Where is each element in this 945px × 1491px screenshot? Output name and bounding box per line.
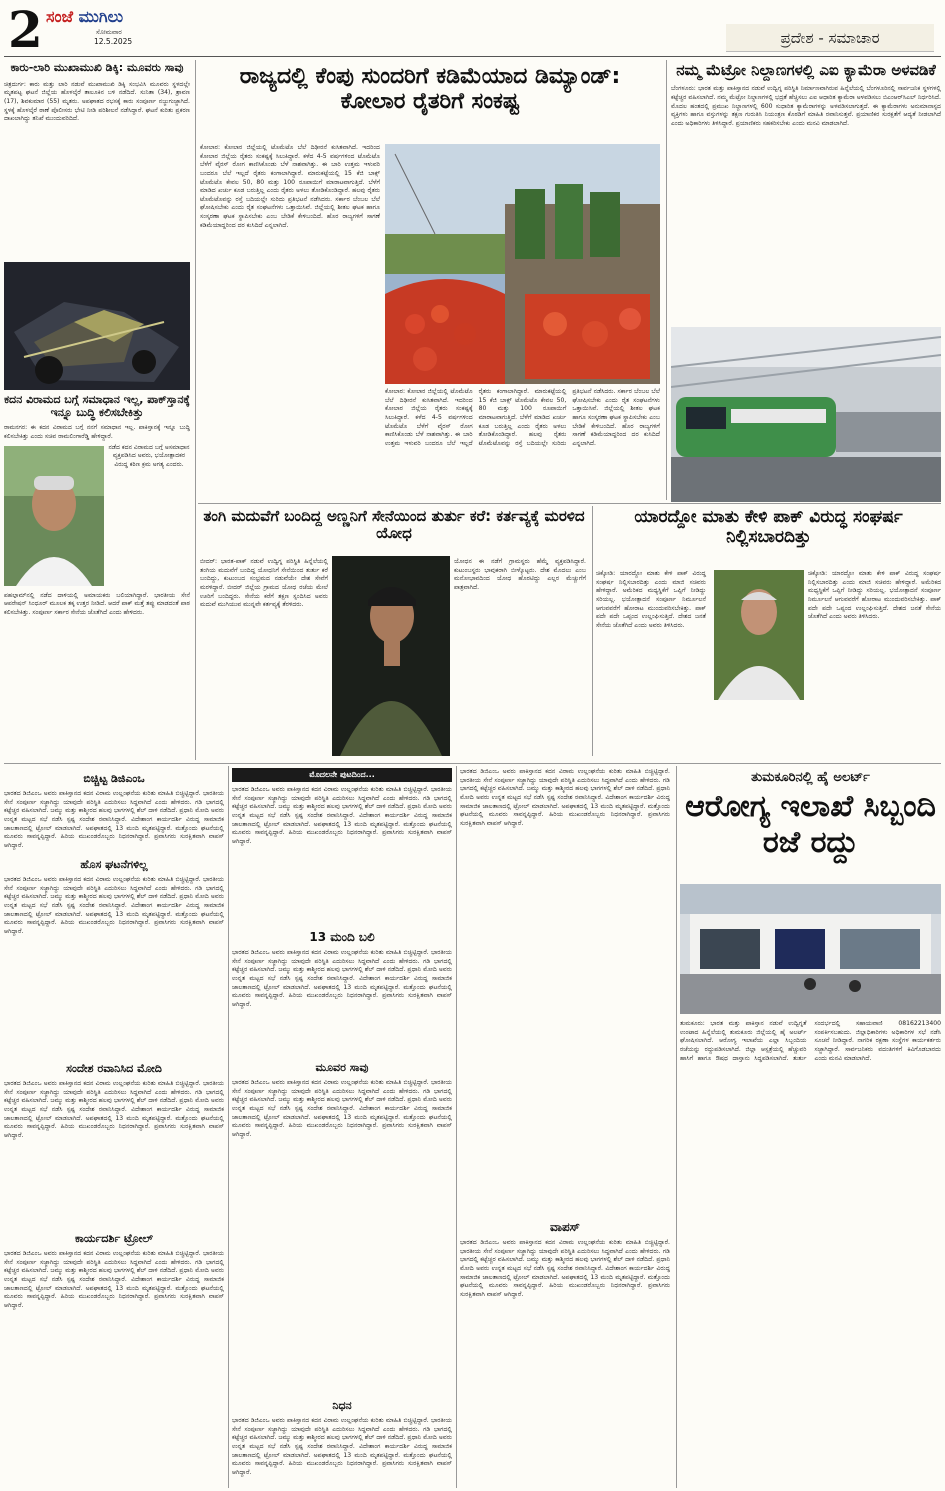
timeline-heading-5: 13 ಮಂದಿ ಬಲಿ	[309, 930, 375, 944]
row-rule-2	[4, 763, 941, 764]
timeline-body-2: ಭಾರತದ ಡಿಜಿಎಂಒ ಅವರು ಪಾಕಿಸ್ತಾನದ ಕದನ ವಿರಾಮ ಉಲ್ಲಂಘನೆಯ ಕುರಿತು ಮಾಹಿತಿ ಬಿಚ್ಚಿಟ್ಟಿದ್ದಾರೆ. ಭಾರತೀಯ ಸೇನೆ ಸಂಪೂರ್ಣ ಸಜ್ಜಾಗಿದ್ದು ಯಾವುದೇ ಪರಿಸ್ಥಿತಿ ಎದುರಿಸಲು ಸಿದ್ಧವಾಗಿದೆ ಎಂದು ಹೇಳಿದರು. ಗಡಿ ಭಾಗದಲ್ಲಿ ಕಟ್ಟೆಚ್ಚರ ವಹಿಸಲಾಗಿದೆ. ಜಮ್ಮು ಮತ್ತು ಕಾಶ್ಮೀರದ ಹಲವು ಭಾಗಗಳಲ್ಲಿ ಶೆಲ್ ದಾಳಿ ನಡೆದಿದೆ. ಪ್ರಧಾನಿ ಮೋದಿ ಅವರು ಉನ್ನತ ಮಟ್ಟದ ಸಭೆ ನಡೆಸಿ ಸ್ಪಷ್ಟ ಸಂದೇಶ ರವಾನಿಸಿದ್ದಾರೆ. ವಿದೇಶಾಂಗ ಕಾರ್ಯದರ್ಶಿ ವಿರುದ್ಧ ಸಾಮಾಜಿಕ ಜಾಲತಾಣದಲ್ಲಿ ಟ್ರೋಲ್ ಮಾಡಲಾಗಿದೆ. ಅಪಘಾತದಲ್ಲಿ 13 ಮಂದಿ ಮೃತಪಟ್ಟಿದ್ದಾರೆ. ಮತ್ತೊಂದು ಘಟನೆಯಲ್ಲಿ ಮೂವರು ಸಾವನ್ನಪ್ಪಿದ್ದಾರೆ. ಹಿರಿಯ ಮುಖಂಡರೊಬ್ಬರು ನಿಧನರಾಗಿದ್ದಾರೆ. ಪ್ರವಾಸಿಗರು ಸುರಕ್ಷಿತವಾಗಿ ವಾಪಸ್ ಆಗಿದ್ದಾರೆ.	[4, 876, 224, 935]
column-rule-2	[666, 60, 667, 500]
soldier-body-left: ಬೀದರ್: ಭಾರತ-ಪಾಕ್ ನಡುವೆ ಉದ್ವಿಗ್ನ ಪರಿಸ್ಥಿತಿ ಹಿನ್ನೆಲೆಯಲ್ಲಿ ತಂಗಿಯ ಮದುವೆಗೆ ಬಂದಿದ್ದ ಯೋಧನಿಗೆ ಸೇನೆಯಿಂದ ತುರ್ತು ಕರೆ ಬಂದಿದ್ದು, ಕುಟುಂಬದ ಸಂಭ್ರಮದ ನಡುವೆಯೇ ದೇಶ ಸೇವೆಗೆ ಮರಳಿದ್ದಾರೆ. ಬೀದರ್ ಜಿಲ್ಲೆಯ ಗ್ರಾಮದ ಯೋಧ ರಜೆಯ ಮೇಲೆ ಊರಿಗೆ ಬಂದಿದ್ದರು. ಸೇನೆಯ ಕರೆಗೆ ತಕ್ಷಣ ಸ್ಪಂದಿಸಿದ ಅವರು ಮದುವೆ ಮುಗಿಯುವ ಮುನ್ನವೇ ಕರ್ತವ್ಯಕ್ಕೆ ತೆರಳಿದರು.	[200, 558, 328, 609]
tumakuru-article	[680, 768, 941, 1488]
timeline-body-8: ಭಾರತದ ಡಿಜಿಎಂಒ ಅವರು ಪಾಕಿಸ್ತಾನದ ಕದನ ವಿರಾಮ ಉಲ್ಲಂಘನೆಯ ಕುರಿತು ಮಾಹಿತಿ ಬಿಚ್ಚಿಟ್ಟಿದ್ದಾರೆ. ಭಾರತೀಯ ಸೇನೆ ಸಂಪೂರ್ಣ ಸಜ್ಜಾಗಿದ್ದು ಯಾವುದೇ ಪರಿಸ್ಥಿತಿ ಎದುರಿಸಲು ಸಿದ್ಧವಾಗಿದೆ ಎಂದು ಹೇಳಿದರು. ಗಡಿ ಭಾಗದಲ್ಲಿ ಕಟ್ಟೆಚ್ಚರ ವಹಿಸಲಾಗಿದೆ. ಜಮ್ಮು ಮತ್ತು ಕಾಶ್ಮೀರದ ಹಲವು ಭಾಗಗಳಲ್ಲಿ ಶೆಲ್ ದಾಳಿ ನಡೆದಿದೆ. ಪ್ರಧಾನಿ ಮೋದಿ ಅವರು ಉನ್ನತ ಮಟ್ಟದ ಸಭೆ ನಡೆಸಿ ಸ್ಪಷ್ಟ ಸಂದೇಶ ರವಾನಿಸಿದ್ದಾರೆ. ವಿದೇಶಾಂಗ ಕಾರ್ಯದರ್ಶಿ ವಿರುದ್ಧ ಸಾಮಾಜಿಕ ಜಾಲತಾಣದಲ್ಲಿ ಟ್ರೋಲ್ ಮಾಡಲಾಗಿದೆ. ಅಪಘಾತದಲ್ಲಿ 13 ಮಂದಿ ಮೃತಪಟ್ಟಿದ್ದಾರೆ. ಮತ್ತೊಂದು ಘಟನೆಯಲ್ಲಿ ಮೂವರು ಸಾವನ್ನಪ್ಪಿದ್ದಾರೆ. ಹಿರಿಯ ಮುಖಂಡರೊಬ್ಬರು ನಿಧನರಾಗಿದ್ದಾರೆ. ಪ್ರವಾಸಿಗರು ಸುರಕ್ಷಿತವಾಗಿ ವಾಪಸ್ ಆಗಿದ್ದಾರೆ.	[232, 1417, 452, 1476]
hospital-photo	[680, 884, 941, 1014]
brand-part-a: ಸಂಜೆ	[46, 7, 73, 26]
timeline-left	[4, 768, 224, 1488]
pak-body-continued: ಚಿಕ್ಕೋಡಿ: ಯಾರದ್ದೋ ಮಾತು ಕೇಳಿ ಪಾಕ್ ವಿರುದ್ಧ ಸಂಘರ್ಷ ನಿಲ್ಲಿಸಬಾರದಿತ್ತು ಎಂದು ಮಾಜಿ ಸಚಿವರು ಹೇಳಿದ್ದಾರೆ. ಅಮೆರಿಕದ ಮಧ್ಯಸ್ಥಿಕೆಗೆ ಒಪ್ಪಿಗೆ ನೀಡಿದ್ದು ಸರಿಯಲ್ಲ. ಭಯೋತ್ಪಾದನೆ ಸಂಪೂರ್ಣ ನಿರ್ಮೂಲನೆ ಆಗುವವರೆಗೆ ಹೋರಾಟ ಮುಂದುವರಿಸಬೇಕಿತ್ತು. ಪಾಕ್ ಪದೇ ಪದೇ ಒಪ್ಪಂದ ಉಲ್ಲಂಘಿಸುತ್ತಿದೆ. ದೇಶದ ಜನತೆ ಸೇನೆಯ ಜೊತೆಗಿದೆ ಎಂದು ಅವರು ತಿಳಿಸಿದರು.	[808, 570, 941, 621]
row-rule-1	[198, 503, 941, 504]
soldier-headline: ತಂಗಿ ಮದುವೆಗೆ ಬಂದಿದ್ದ ಅಣ್ಣನಿಗೆ ಸೇನೆಯಿಂದ ತುರ್ತು ಕರೆ: ಕರ್ತವ್ಯಕ್ಕೆ ಮರಳಿದ ಯೋಧ	[203, 508, 585, 543]
column-rule-1	[195, 60, 196, 760]
accident-photo	[4, 262, 190, 390]
column-rule-4	[228, 766, 229, 1488]
timeline-body-10: ಭಾರತದ ಡಿಜಿಎಂಒ ಅವರು ಪಾಕಿಸ್ತಾನದ ಕದನ ವಿರಾಮ ಉಲ್ಲಂಘನೆಯ ಕುರಿತು ಮಾಹಿತಿ ಬಿಚ್ಚಿಟ್ಟಿದ್ದಾರೆ. ಭಾರತೀಯ ಸೇನೆ ಸಂಪೂರ್ಣ ಸಜ್ಜಾಗಿದ್ದು ಯಾವುದೇ ಪರಿಸ್ಥಿತಿ ಎದುರಿಸಲು ಸಿದ್ಧವಾಗಿದೆ ಎಂದು ಹೇಳಿದರು. ಗಡಿ ಭಾಗದಲ್ಲಿ ಕಟ್ಟೆಚ್ಚರ ವಹಿಸಲಾಗಿದೆ. ಜಮ್ಮು ಮತ್ತು ಕಾಶ್ಮೀರದ ಹಲವು ಭಾಗಗಳಲ್ಲಿ ಶೆಲ್ ದಾಳಿ ನಡೆದಿದೆ. ಪ್ರಧಾನಿ ಮೋದಿ ಅವರು ಉನ್ನತ ಮಟ್ಟದ ಸಭೆ ನಡೆಸಿ ಸ್ಪಷ್ಟ ಸಂದೇಶ ರವಾನಿಸಿದ್ದಾರೆ. ವಿದೇಶಾಂಗ ಕಾರ್ಯದರ್ಶಿ ವಿರುದ್ಧ ಸಾಮಾಜಿಕ ಜಾಲತಾಣದಲ್ಲಿ ಟ್ರೋಲ್ ಮಾಡಲಾಗಿದೆ. ಅಪಘಾತದಲ್ಲಿ 13 ಮಂದಿ ಮೃತಪಟ್ಟಿದ್ದಾರೆ. ಮತ್ತೊಂದು ಘಟನೆಯಲ್ಲಿ ಮೂವರು ಸಾವನ್ನಪ್ಪಿದ್ದಾರೆ. ಹಿರಿಯ ಮುಖಂಡರೊಬ್ಬರು ನಿಧನರಾಗಿದ್ದಾರೆ. ಪ್ರವಾಸಿಗರು ಸುರಕ್ಷಿತವಾಗಿ ವಾಪಸ್ ಆಗಿದ್ದಾರೆ.	[460, 1239, 670, 1298]
soldier-article	[200, 508, 588, 758]
issue-day: ಸೋಮವಾರ	[96, 28, 122, 36]
column-rule-6	[676, 766, 677, 1488]
timeline-body-6: ಭಾರತದ ಡಿಜಿಎಂಒ ಅವರು ಪಾಕಿಸ್ತಾನದ ಕದನ ವಿರಾಮ ಉಲ್ಲಂಘನೆಯ ಕುರಿತು ಮಾಹಿತಿ ಬಿಚ್ಚಿಟ್ಟಿದ್ದಾರೆ. ಭಾರತೀಯ ಸೇನೆ ಸಂಪೂರ್ಣ ಸಜ್ಜಾಗಿದ್ದು ಯಾವುದೇ ಪರಿಸ್ಥಿತಿ ಎದುರಿಸಲು ಸಿದ್ಧವಾಗಿದೆ ಎಂದು ಹೇಳಿದರು. ಗಡಿ ಭಾಗದಲ್ಲಿ ಕಟ್ಟೆಚ್ಚರ ವಹಿಸಲಾಗಿದೆ. ಜಮ್ಮು ಮತ್ತು ಕಾಶ್ಮೀರದ ಹಲವು ಭಾಗಗಳಲ್ಲಿ ಶೆಲ್ ದಾಳಿ ನಡೆದಿದೆ. ಪ್ರಧಾನಿ ಮೋದಿ ಅವರು ಉನ್ನತ ಮಟ್ಟದ ಸಭೆ ನಡೆಸಿ ಸ್ಪಷ್ಟ ಸಂದೇಶ ರವಾನಿಸಿದ್ದಾರೆ. ವಿದೇಶಾಂಗ ಕಾರ್ಯದರ್ಶಿ ವಿರುದ್ಧ ಸಾಮಾಜಿಕ ಜಾಲತಾಣದಲ್ಲಿ ಟ್ರೋಲ್ ಮಾಡಲಾಗಿದೆ. ಅಪಘಾತದಲ್ಲಿ 13 ಮಂದಿ ಮೃತಪಟ್ಟಿದ್ದಾರೆ. ಮತ್ತೊಂದು ಘಟನೆಯಲ್ಲಿ ಮೂವರು ಸಾವನ್ನಪ್ಪಿದ್ದಾರೆ. ಹಿರಿಯ ಮುಖಂಡರೊಬ್ಬರು ನಿಧನರಾಗಿದ್ದಾರೆ. ಪ್ರವಾಸಿಗರು ಸುರಕ್ಷಿತವಾಗಿ ವಾಪಸ್ ಆಗಿದ್ದಾರೆ.	[232, 949, 452, 1008]
ceasefire-article	[4, 394, 190, 762]
timeline-heading-3: ಸಂದೇಶ ರವಾನಿಸಿದ ಮೋದಿ	[66, 1062, 162, 1075]
column-rule-3	[592, 506, 593, 756]
metro-train-photo	[671, 327, 941, 502]
accident-article	[4, 62, 190, 261]
column-rule-5	[456, 766, 457, 1488]
metro-article	[671, 62, 941, 502]
tomato-body-continued: ಕೋಲಾರ: ಕೋಲಾರ ಜಿಲ್ಲೆಯಲ್ಲಿ ಟೊಮೆಟೊ ಬೆಲೆ ದಿಢೀರನೆ ಕುಸಿತವಾಗಿದೆ. ಇದರಿಂದ ಕೋಲಾರ ಜಿಲ್ಲೆಯ ರೈತರು ಸಂಕಷ್ಟಕ್ಕೆ ಸಿಲುಕಿದ್ದಾರೆ. ಕಳೆದ 4-5 ವರ್ಷಗಳಿಂದ ಟೊಮೆಟೊ ಬೆಳೆಗೆ ವೈರಸ್ ರೋಗ ಕಾಣಿಸಿಕೊಂಡು ಬೆಳೆ ನಾಶವಾಗಿತ್ತು. ಈ ಬಾರಿ ಉತ್ತಮ ಇಳುವರಿ ಬಂದರೂ ಬೆಲೆ ಇಲ್ಲದೆ ರೈತರು ಕಂಗಾಲಾಗಿದ್ದಾರೆ. ಮಾರುಕಟ್ಟೆಯಲ್ಲಿ 15 ಕೆಜಿ ಬಾಕ್ಸ್ ಟೊಮೆಟೊ ಕೇವಲ 50, 80 ಮತ್ತು 100 ರೂಪಾಯಿಗೆ ಮಾರಾಟವಾಗುತ್ತಿದೆ. ಬೆಳೆಗೆ ಮಾಡಿದ ಖರ್ಚು ಕೂಡ ಬರುತ್ತಿಲ್ಲ ಎಂದು ರೈತರು ಅಳಲು ತೋಡಿಕೊಂಡಿದ್ದಾರೆ. ಹಲವು ರೈತರು ಟೊಮೆಟೊವನ್ನು ರಸ್ತೆ ಬದಿಯಲ್ಲೇ ಸುರಿದು ಪ್ರತಿಭಟನೆ ನಡೆಸಿದರು. ಸರ್ಕಾರ ಬೆಂಬಲ ಬೆಲೆ ಘೋಷಿಸಬೇಕು ಎಂದು ರೈತ ಸಂಘಟನೆಗಳು ಒತ್ತಾಯಿಸಿವೆ. ಜಿಲ್ಲೆಯಲ್ಲಿ ಶೀತಲ ಘಟಕ ಹಾಗೂ ಸಂಸ್ಕರಣಾ ಘಟಕ ಸ್ಥಾಪಿಸಬೇಕು ಎಂಬ ಬೇಡಿಕೆ ಕೇಳಿಬಂದಿದೆ. ಹೊರ ರಾಜ್ಯಗಳಿಗೆ ಸಾಗಣೆ ಕಡಿಮೆಯಾದ್ದರಿಂದ ದರ ಕುಸಿದಿದೆ ಎನ್ನಲಾಗಿದೆ.	[385, 388, 660, 447]
accident-body: ಚಿತ್ರದುರ್ಗ: ಕಾರು ಮತ್ತು ಲಾರಿ ನಡುವೆ ಮುಖಾಮುಖಿ ಡಿಕ್ಕಿ ಸಂಭವಿಸಿ ಮೂವರು ಸ್ಥಳದಲ್ಲೇ ಮೃತಪಟ್ಟ ಘಟನೆ ಜಿಲ್ಲೆಯ ಹೊಳಲ್ಕೆರೆ ತಾಲೂಕಿನ ಬಳಿ ನಡೆದಿದೆ. ಸುನಿತಾ (34), ಶ್ರಾವಣ (17), ಶಿವಕುಮಾರ (55) ಮೃತರು. ಅಪಘಾತದ ರಭಸಕ್ಕೆ ಕಾರು ಸಂಪೂರ್ಣ ನಜ್ಜುಗುಜ್ಜಾಗಿದೆ. ಸ್ಥಳಕ್ಕೆ ಹೊಳಲ್ಕೆರೆ ಠಾಣೆ ಪೊಲೀಸರು ಭೇಟಿ ನೀಡಿ ಪರಿಶೀಲನೆ ನಡೆಸಿದ್ದಾರೆ. ಘಟನೆ ಕುರಿತು ಪ್ರಕರಣ ದಾಖಲಾಗಿದ್ದು ತನಿಖೆ ಮುಂದುವರಿದಿದೆ.	[4, 80, 190, 123]
wrecked-car-image	[4, 262, 190, 390]
timeline-heading-2: ಹೊಸ ಘಟನೆಗಳಿಲ್ಲ	[80, 858, 148, 871]
ceasefire-headline: ಕದನ ವಿರಾಮದ ಬಗ್ಗೆ ಸಮಾಧಾನ ಇಲ್ಲ, ಪಾಕ್‌ಸ್ತಾನಕ್ಕೆ ಇನ್ನೂ ಬುದ್ಧಿ ಕಲಿಸಬೇಕಿತ್ತು	[4, 394, 190, 419]
timeline-body-5: ಭಾರತದ ಡಿಜಿಎಂಒ ಅವರು ಪಾಕಿಸ್ತಾನದ ಕದನ ವಿರಾಮ ಉಲ್ಲಂಘನೆಯ ಕುರಿತು ಮಾಹಿತಿ ಬಿಚ್ಚಿಟ್ಟಿದ್ದಾರೆ. ಭಾರತೀಯ ಸೇನೆ ಸಂಪೂರ್ಣ ಸಜ್ಜಾಗಿದ್ದು ಯಾವುದೇ ಪರಿಸ್ಥಿತಿ ಎದುರಿಸಲು ಸಿದ್ಧವಾಗಿದೆ ಎಂದು ಹೇಳಿದರು. ಗಡಿ ಭಾಗದಲ್ಲಿ ಕಟ್ಟೆಚ್ಚರ ವಹಿಸಲಾಗಿದೆ. ಜಮ್ಮು ಮತ್ತು ಕಾಶ್ಮೀರದ ಹಲವು ಭಾಗಗಳಲ್ಲಿ ಶೆಲ್ ದಾಳಿ ನಡೆದಿದೆ. ಪ್ರಧಾನಿ ಮೋದಿ ಅವರು ಉನ್ನತ ಮಟ್ಟದ ಸಭೆ ನಡೆಸಿ ಸ್ಪಷ್ಟ ಸಂದೇಶ ರವಾನಿಸಿದ್ದಾರೆ. ವಿದೇಶಾಂಗ ಕಾರ್ಯದರ್ಶಿ ವಿರುದ್ಧ ಸಾಮಾಜಿಕ ಜಾಲತಾಣದಲ್ಲಿ ಟ್ರೋಲ್ ಮಾಡಲಾಗಿದೆ. ಅಪಘಾತದಲ್ಲಿ 13 ಮಂದಿ ಮೃತಪಟ್ಟಿದ್ದಾರೆ. ಮತ್ತೊಂದು ಘಟನೆಯಲ್ಲಿ ಮೂವರು ಸಾವನ್ನಪ್ಪಿದ್ದಾರೆ. ಹಿರಿಯ ಮುಖಂಡರೊಬ್ಬರು ನಿಧನರಾಗಿದ್ದಾರೆ. ಪ್ರವಾಸಿಗರು ಸುರಕ್ಷಿತವಾಗಿ ವಾಪಸ್ ಆಗಿದ್ದಾರೆ.	[232, 786, 452, 845]
tumakuru-kicker: ತುಮಕೂರಿನಲ್ಲಿ ಹೈ ಅಲರ್ಟ್	[751, 770, 870, 785]
timeline-body-1: ಭಾರತದ ಡಿಜಿಎಂಒ ಅವರು ಪಾಕಿಸ್ತಾನದ ಕದನ ವಿರಾಮ ಉಲ್ಲಂಘನೆಯ ಕುರಿತು ಮಾಹಿತಿ ಬಿಚ್ಚಿಟ್ಟಿದ್ದಾರೆ. ಭಾರತೀಯ ಸೇನೆ ಸಂಪೂರ್ಣ ಸಜ್ಜಾಗಿದ್ದು ಯಾವುದೇ ಪರಿಸ್ಥಿತಿ ಎದುರಿಸಲು ಸಿದ್ಧವಾಗಿದೆ ಎಂದು ಹೇಳಿದರು. ಗಡಿ ಭಾಗದಲ್ಲಿ ಕಟ್ಟೆಚ್ಚರ ವಹಿಸಲಾಗಿದೆ. ಜಮ್ಮು ಮತ್ತು ಕಾಶ್ಮೀರದ ಹಲವು ಭಾಗಗಳಲ್ಲಿ ಶೆಲ್ ದಾಳಿ ನಡೆದಿದೆ. ಪ್ರಧಾನಿ ಮೋದಿ ಅವರು ಉನ್ನತ ಮಟ್ಟದ ಸಭೆ ನಡೆಸಿ ಸ್ಪಷ್ಟ ಸಂದೇಶ ರವಾನಿಸಿದ್ದಾರೆ. ವಿದೇಶಾಂಗ ಕಾರ್ಯದರ್ಶಿ ವಿರುದ್ಧ ಸಾಮಾಜಿಕ ಜಾಲತಾಣದಲ್ಲಿ ಟ್ರೋಲ್ ಮಾಡಲಾಗಿದೆ. ಅಪಘಾತದಲ್ಲಿ 13 ಮಂದಿ ಮೃತಪಟ್ಟಿದ್ದಾರೆ. ಮತ್ತೊಂದು ಘಟನೆಯಲ್ಲಿ ಮೂವರು ಸಾವನ್ನಪ್ಪಿದ್ದಾರೆ. ಹಿರಿಯ ಮುಖಂಡರೊಬ್ಬರು ನಿಧನರಾಗಿದ್ದಾರೆ. ಪ್ರವಾಸಿಗರು ಸುರಕ್ಷಿತವಾಗಿ ವಾಪಸ್ ಆಗಿದ್ದಾರೆ.	[4, 790, 224, 849]
tomato-body: ಕೋಲಾರ: ಕೋಲಾರ ಜಿಲ್ಲೆಯಲ್ಲಿ ಟೊಮೆಟೊ ಬೆಲೆ ದಿಢೀರನೆ ಕುಸಿತವಾಗಿದೆ. ಇದರಿಂದ ಕೋಲಾರ ಜಿಲ್ಲೆಯ ರೈತರು ಸಂಕಷ್ಟಕ್ಕೆ ಸಿಲುಕಿದ್ದಾರೆ. ಕಳೆದ 4-5 ವರ್ಷಗಳಿಂದ ಟೊಮೆಟೊ ಬೆಳೆಗೆ ವೈರಸ್ ರೋಗ ಕಾಣಿಸಿಕೊಂಡು ಬೆಳೆ ನಾಶವಾಗಿತ್ತು. ಈ ಬಾರಿ ಉತ್ತಮ ಇಳುವರಿ ಬಂದರೂ ಬೆಲೆ ಇಲ್ಲದೆ ರೈತರು ಕಂಗಾಲಾಗಿದ್ದಾರೆ. ಮಾರುಕಟ್ಟೆಯಲ್ಲಿ 15 ಕೆಜಿ ಬಾಕ್ಸ್ ಟೊಮೆಟೊ ಕೇವಲ 50, 80 ಮತ್ತು 100 ರೂಪಾಯಿಗೆ ಮಾರಾಟವಾಗುತ್ತಿದೆ. ಬೆಳೆಗೆ ಮಾಡಿದ ಖರ್ಚು ಕೂಡ ಬರುತ್ತಿಲ್ಲ ಎಂದು ರೈತರು ಅಳಲು ತೋಡಿಕೊಂಡಿದ್ದಾರೆ. ಹಲವು ರೈತರು ಟೊಮೆಟೊವನ್ನು ರಸ್ತೆ ಬದಿಯಲ್ಲೇ ಸುರಿದು ಪ್ರತಿಭಟನೆ ನಡೆಸಿದರು. ಸರ್ಕಾರ ಬೆಂಬಲ ಬೆಲೆ ಘೋಷಿಸಬೇಕು ಎಂದು ರೈತ ಸಂಘಟನೆಗಳು ಒತ್ತಾಯಿಸಿವೆ. ಜಿಲ್ಲೆಯಲ್ಲಿ ಶೀತಲ ಘಟಕ ಹಾಗೂ ಸಂಸ್ಕರಣಾ ಘಟಕ ಸ್ಥಾಪಿಸಬೇಕು ಎಂಬ ಬೇಡಿಕೆ ಕೇಳಿಬಂದಿದೆ. ಹೊರ ರಾಜ್ಯಗಳಿಗೆ ಸಾಗಣೆ ಕಡಿಮೆಯಾದ್ದರಿಂದ ದರ ಕುಸಿದಿದೆ ಎನ್ನಲಾಗಿದೆ.	[200, 144, 380, 229]
timeline-body-4: ಭಾರತದ ಡಿಜಿಎಂಒ ಅವರು ಪಾಕಿಸ್ತಾನದ ಕದನ ವಿರಾಮ ಉಲ್ಲಂಘನೆಯ ಕುರಿತು ಮಾಹಿತಿ ಬಿಚ್ಚಿಟ್ಟಿದ್ದಾರೆ. ಭಾರತೀಯ ಸೇನೆ ಸಂಪೂರ್ಣ ಸಜ್ಜಾಗಿದ್ದು ಯಾವುದೇ ಪರಿಸ್ಥಿತಿ ಎದುರಿಸಲು ಸಿದ್ಧವಾಗಿದೆ ಎಂದು ಹೇಳಿದರು. ಗಡಿ ಭಾಗದಲ್ಲಿ ಕಟ್ಟೆಚ್ಚರ ವಹಿಸಲಾಗಿದೆ. ಜಮ್ಮು ಮತ್ತು ಕಾಶ್ಮೀರದ ಹಲವು ಭಾಗಗಳಲ್ಲಿ ಶೆಲ್ ದಾಳಿ ನಡೆದಿದೆ. ಪ್ರಧಾನಿ ಮೋದಿ ಅವರು ಉನ್ನತ ಮಟ್ಟದ ಸಭೆ ನಡೆಸಿ ಸ್ಪಷ್ಟ ಸಂದೇಶ ರವಾನಿಸಿದ್ದಾರೆ. ವಿದೇಶಾಂಗ ಕಾರ್ಯದರ್ಶಿ ವಿರುದ್ಧ ಸಾಮಾಜಿಕ ಜಾಲತಾಣದಲ್ಲಿ ಟ್ರೋಲ್ ಮಾಡಲಾಗಿದೆ. ಅಪಘಾತದಲ್ಲಿ 13 ಮಂದಿ ಮೃತಪಟ್ಟಿದ್ದಾರೆ. ಮತ್ತೊಂದು ಘಟನೆಯಲ್ಲಿ ಮೂವರು ಸಾವನ್ನಪ್ಪಿದ್ದಾರೆ. ಹಿರಿಯ ಮುಖಂಡರೊಬ್ಬರು ನಿಧನರಾಗಿದ್ದಾರೆ. ಪ್ರವಾಸಿಗರು ಸುರಕ್ಷಿತವಾಗಿ ವಾಪಸ್ ಆಗಿದ್ದಾರೆ.	[4, 1250, 224, 1309]
timeline-heading-6: ಮೂವರ ಸಾವು	[315, 1061, 369, 1074]
issue-date: 12.5.2025	[94, 37, 133, 46]
ceasefire-body-side: ನಡೆದ ಕದನ ವಿರಾಮದ ಬಗ್ಗೆ ಅಸಮಾಧಾನ ವ್ಯಕ್ತಪಡಿಸಿದ ಅವರು, ಭಯೋತ್ಪಾದಕರ ವಿರುದ್ಧ ಕಠಿಣ ಕ್ರಮ ಅಗತ್ಯ ಎಂದರು.	[108, 443, 190, 468]
continued-banner: ಮೊದಲನೇ ಪುಟದಿಂದ...	[232, 768, 452, 782]
tomato-dump-photo	[385, 144, 660, 384]
timeline-body-7: ಭಾರತದ ಡಿಜಿಎಂಒ ಅವರು ಪಾಕಿಸ್ತಾನದ ಕದನ ವಿರಾಮ ಉಲ್ಲಂಘನೆಯ ಕುರಿತು ಮಾಹಿತಿ ಬಿಚ್ಚಿಟ್ಟಿದ್ದಾರೆ. ಭಾರತೀಯ ಸೇನೆ ಸಂಪೂರ್ಣ ಸಜ್ಜಾಗಿದ್ದು ಯಾವುದೇ ಪರಿಸ್ಥಿತಿ ಎದುರಿಸಲು ಸಿದ್ಧವಾಗಿದೆ ಎಂದು ಹೇಳಿದರು. ಗಡಿ ಭಾಗದಲ್ಲಿ ಕಟ್ಟೆಚ್ಚರ ವಹಿಸಲಾಗಿದೆ. ಜಮ್ಮು ಮತ್ತು ಕಾಶ್ಮೀರದ ಹಲವು ಭಾಗಗಳಲ್ಲಿ ಶೆಲ್ ದಾಳಿ ನಡೆದಿದೆ. ಪ್ರಧಾನಿ ಮೋದಿ ಅವರು ಉನ್ನತ ಮಟ್ಟದ ಸಭೆ ನಡೆಸಿ ಸ್ಪಷ್ಟ ಸಂದೇಶ ರವಾನಿಸಿದ್ದಾರೆ. ವಿದೇಶಾಂಗ ಕಾರ್ಯದರ್ಶಿ ವಿರುದ್ಧ ಸಾಮಾಜಿಕ ಜಾಲತಾಣದಲ್ಲಿ ಟ್ರೋಲ್ ಮಾಡಲಾಗಿದೆ. ಅಪಘಾತದಲ್ಲಿ 13 ಮಂದಿ ಮೃತಪಟ್ಟಿದ್ದಾರೆ. ಮತ್ತೊಂದು ಘಟನೆಯಲ್ಲಿ ಮೂವರು ಸಾವನ್ನಪ್ಪಿದ್ದಾರೆ. ಹಿರಿಯ ಮುಖಂಡರೊಬ್ಬರು ನಿಧನರಾಗಿದ್ದಾರೆ. ಪ್ರವಾಸಿಗರು ಸುರಕ್ಷಿತವಾಗಿ ವಾಪಸ್ ಆಗಿದ್ದಾರೆ.	[232, 1079, 452, 1138]
timeline-heading-7: ನಿಧನ	[332, 1399, 352, 1412]
section-label: ಪ್ರದೇಶ - ಸಮಾಚಾರ	[726, 24, 934, 52]
pak-headline: ಯಾರದ್ದೋ ಮಾತು ಕೇಳಿ ಪಾಕ್ ವಿರುದ್ಧ ಸಂಘರ್ಷ ನಿಲ್ಲಿಸಬಾರದಿತ್ತು	[634, 508, 903, 547]
soldier-photo	[332, 556, 450, 756]
timeline-body-3: ಭಾರತದ ಡಿಜಿಎಂಒ ಅವರು ಪಾಕಿಸ್ತಾನದ ಕದನ ವಿರಾಮ ಉಲ್ಲಂಘನೆಯ ಕುರಿತು ಮಾಹಿತಿ ಬಿಚ್ಚಿಟ್ಟಿದ್ದಾರೆ. ಭಾರತೀಯ ಸೇನೆ ಸಂಪೂರ್ಣ ಸಜ್ಜಾಗಿದ್ದು ಯಾವುದೇ ಪರಿಸ್ಥಿತಿ ಎದುರಿಸಲು ಸಿದ್ಧವಾಗಿದೆ ಎಂದು ಹೇಳಿದರು. ಗಡಿ ಭಾಗದಲ್ಲಿ ಕಟ್ಟೆಚ್ಚರ ವಹಿಸಲಾಗಿದೆ. ಜಮ್ಮು ಮತ್ತು ಕಾಶ್ಮೀರದ ಹಲವು ಭಾಗಗಳಲ್ಲಿ ಶೆಲ್ ದಾಳಿ ನಡೆದಿದೆ. ಪ್ರಧಾನಿ ಮೋದಿ ಅವರು ಉನ್ನತ ಮಟ್ಟದ ಸಭೆ ನಡೆಸಿ ಸ್ಪಷ್ಟ ಸಂದೇಶ ರವಾನಿಸಿದ್ದಾರೆ. ವಿದೇಶಾಂಗ ಕಾರ್ಯದರ್ಶಿ ವಿರುದ್ಧ ಸಾಮಾಜಿಕ ಜಾಲತಾಣದಲ್ಲಿ ಟ್ರೋಲ್ ಮಾಡಲಾಗಿದೆ. ಅಪಘಾತದಲ್ಲಿ 13 ಮಂದಿ ಮೃತಪಟ್ಟಿದ್ದಾರೆ. ಮತ್ತೊಂದು ಘಟನೆಯಲ್ಲಿ ಮೂವರು ಸಾವನ್ನಪ್ಪಿದ್ದಾರೆ. ಹಿರಿಯ ಮುಖಂಡರೊಬ್ಬರು ನಿಧನರಾಗಿದ್ದಾರೆ. ಪ್ರವಾಸಿಗರು ಸುರಕ್ಷಿತವಾಗಿ ವಾಪಸ್ ಆಗಿದ್ದಾರೆ.	[4, 1080, 224, 1139]
timeline-heading-1: ಬಿಚ್ಚಿಟ್ಟ ಡಿಜಿಎಂಒ	[83, 772, 145, 785]
ceasefire-body-bottom: ಪಹಲ್ಗಾಮ್‌ನಲ್ಲಿ ನಡೆದ ದಾಳಿಯಲ್ಲಿ ಅಮಾಯಕರು ಬಲಿಯಾಗಿದ್ದಾರೆ. ಭಾರತೀಯ ಸೇನೆ ಆಪರೇಷನ್ ಸಿಂಧೂರ್ ಮೂಲಕ ತಕ್ಕ ಉತ್ತರ ನೀಡಿದೆ. ಆದರೆ ಪಾಕ್ ಮತ್ತೆ ತಪ್ಪು ಮಾಡದಂತೆ ಪಾಠ ಕಲಿಸಬೇಕಿತ್ತು. ಸಂಪೂರ್ಣ ಸರ್ಕಾರ ಸೇನೆಯ ಜೊತೆಗಿದೆ ಎಂದು ಹೇಳಿದರು.	[4, 591, 190, 616]
accident-headline: ಕಾರು-ಲಾರಿ ಮುಖಾಮುಖಿ ಡಿಕ್ಕಿ: ಮೂವರು ಸಾವು	[10, 62, 184, 74]
metro-headline: ನಮ್ಮ ಮೆಟ್ರೋ ನಿಲ್ದಾಣಗಳಲ್ಲಿ ಎಐ ಕ್ಯಾಮೆರಾ ಅಳವಡಿಕೆ	[676, 62, 936, 79]
timeline-heading-4: ಕಾರ್ಯದರ್ಶಿ ಟ್ರೋಲ್	[75, 1232, 153, 1245]
page-number: 2	[8, 4, 43, 56]
masthead	[6, 4, 256, 56]
metro-body: ಬೆಂಗಳೂರು: ಭಾರತ ಮತ್ತು ಪಾಕಿಸ್ತಾನದ ನಡುವೆ ಉದ್ವಿಗ್ನ ಪರಿಸ್ಥಿತಿ ನಿರ್ಮಾಣವಾಗಿರುವ ಹಿನ್ನೆಲೆಯಲ್ಲಿ ಬೆಂಗಳೂರಿನಲ್ಲಿ ಸಾರ್ವಜನಿಕ ಸ್ಥಳಗಳಲ್ಲಿ ಕಟ್ಟೆಚ್ಚರ ವಹಿಸಲಾಗಿದೆ. ನಮ್ಮ ಮೆಟ್ರೋ ನಿಲ್ದಾಣಗಳಲ್ಲಿ ಭದ್ರತೆ ಹೆಚ್ಚಿಸಲು ಎಐ ಆಧಾರಿತ ಕ್ಯಾಮೆರಾ ಅಳವಡಿಸಲು ಬಿಎಂಆರ್‌ಸಿಎಲ್ ನಿರ್ಧರಿಸಿದೆ. ಮೊದಲ ಹಂತದಲ್ಲಿ ಪ್ರಮುಖ ನಿಲ್ದಾಣಗಳಲ್ಲಿ 600 ಸುಧಾರಿತ ಕ್ಯಾಮೆರಾಗಳನ್ನು ಅಳವಡಿಸಲಾಗುತ್ತದೆ. ಈ ಕ್ಯಾಮೆರಾಗಳು ಅನುಮಾನಾಸ್ಪದ ವ್ಯಕ್ತಿಗಳು ಹಾಗೂ ವಸ್ತುಗಳನ್ನು ತಕ್ಷಣ ಗುರುತಿಸಿ ನಿಯಂತ್ರಣ ಕೊಠಡಿಗೆ ಮಾಹಿತಿ ರವಾನಿಸುತ್ತವೆ. ಪ್ರಯಾಣಿಕರ ಸುರಕ್ಷತೆಗೆ ಆದ್ಯತೆ ನೀಡಲಾಗಿದೆ ಎಂದು ಅಧಿಕಾರಿಗಳು ತಿಳಿಸಿದ್ದಾರೆ. ಪ್ರಯಾಣಿಕರು ಸಹಕರಿಸಬೇಕು ಎಂದು ಮನವಿ ಮಾಡಲಾಗಿದೆ.	[671, 85, 941, 127]
timeline-right	[460, 768, 670, 1488]
brand-part-b: ಮುಗಿಲು	[78, 7, 124, 26]
ceasefire-body-top: ರಾಮನಗರ: ಈ ಕದನ ವಿರಾಮದ ಬಗ್ಗೆ ನನಗೆ ಸಮಾಧಾನ ಇಲ್ಲ. ಪಾಕಿಸ್ತಾನಕ್ಕೆ ಇನ್ನೂ ಬುದ್ಧಿ ಕಲಿಸಬೇಕಿತ್ತು ಎಂದು ಸಚಿವ ರಾಮಲಿಂಗಾರೆಡ್ಡಿ ಹೇಳಿದ್ದಾರೆ.	[4, 424, 190, 440]
tumakuru-headline: ಆರೋಗ್ಯ ಇಲಾಖೆ ಸಿಬ್ಬಂದಿ ರಜೆ ರದ್ದು	[685, 789, 936, 860]
brand-logo	[46, 7, 123, 27]
pak-article	[596, 508, 941, 758]
leader-portrait	[714, 570, 804, 700]
timeline-middle	[232, 768, 452, 1488]
tomato-article	[200, 62, 660, 502]
timeline-heading-8: ವಾಪಸ್	[550, 1220, 580, 1234]
tomato-headline: ರಾಜ್ಯದಲ್ಲಿ ಕೆಂಪು ಸುಂದರಿಗೆ ಕಡಿಮೆಯಾದ ಡಿಮ್ಯಾಂಡ್: ಕೋಲಾರ ರೈತರಿಗೆ ಸಂಕಷ್ಟ	[239, 64, 621, 115]
masthead-rule	[4, 56, 941, 57]
pak-body: ಚಿಕ್ಕೋಡಿ: ಯಾರದ್ದೋ ಮಾತು ಕೇಳಿ ಪಾಕ್ ವಿರುದ್ಧ ಸಂಘರ್ಷ ನಿಲ್ಲಿಸಬಾರದಿತ್ತು ಎಂದು ಮಾಜಿ ಸಚಿವರು ಹೇಳಿದ್ದಾರೆ. ಅಮೆರಿಕದ ಮಧ್ಯಸ್ಥಿಕೆಗೆ ಒಪ್ಪಿಗೆ ನೀಡಿದ್ದು ಸರಿಯಲ್ಲ. ಭಯೋತ್ಪಾದನೆ ಸಂಪೂರ್ಣ ನಿರ್ಮೂಲನೆ ಆಗುವವರೆಗೆ ಹೋರಾಟ ಮುಂದುವರಿಸಬೇಕಿತ್ತು. ಪಾಕ್ ಪದೇ ಪದೇ ಒಪ್ಪಂದ ಉಲ್ಲಂಘಿಸುತ್ತಿದೆ. ದೇಶದ ಜನತೆ ಸೇನೆಯ ಜೊತೆಗಿದೆ ಎಂದು ಅವರು ತಿಳಿಸಿದರು.	[596, 570, 706, 629]
tumakuru-body: ತುಮಕೂರು: ಭಾರತ ಮತ್ತು ಪಾಕಿಸ್ತಾನ ನಡುವೆ ಉದ್ವಿಗ್ನತೆ ಉಂಟಾದ ಹಿನ್ನೆಲೆಯಲ್ಲಿ ತುಮಕೂರು ಜಿಲ್ಲೆಯಲ್ಲಿ ಹೈ ಅಲರ್ಟ್ ಘೋಷಿಸಲಾಗಿದೆ. ಆರೋಗ್ಯ ಇಲಾಖೆಯ ಎಲ್ಲಾ ಸಿಬ್ಬಂದಿಯ ರಜೆಯನ್ನು ರದ್ದುಪಡಿಸಲಾಗಿದೆ. ಜಿಲ್ಲಾ ಆಸ್ಪತ್ರೆಯಲ್ಲಿ ಹೆಚ್ಚುವರಿ ಹಾಸಿಗೆ ಹಾಗೂ ಔಷಧ ದಾಸ್ತಾನು ಸಿದ್ಧಪಡಿಸಲಾಗಿದೆ. ತುರ್ತು ಸಂದರ್ಭದಲ್ಲಿ ಸಹಾಯವಾಣಿ 08162213400 ಸಂಪರ್ಕಿಸಬಹುದು. ಜಿಲ್ಲಾಧಿಕಾರಿಗಳು ಅಧಿಕಾರಿಗಳ ಸಭೆ ನಡೆಸಿ ಸೂಚನೆ ನೀಡಿದ್ದಾರೆ. ನಾಗರಿಕ ರಕ್ಷಣಾ ಸಂಸ್ಥೆಗಳ ಕಾರ್ಯಕರ್ತರು ಸಜ್ಜಾಗಿದ್ದಾರೆ. ಸಾರ್ವಜನಿಕರು ವದಂತಿಗಳಿಗೆ ಕಿವಿಗೊಡಬಾರದು ಎಂದು ಮನವಿ ಮಾಡಲಾಗಿದೆ.	[680, 1020, 941, 1062]
soldier-body-right: ಯೋಧನ ಈ ನಡೆಗೆ ಗ್ರಾಮಸ್ಥರು ಹೆಮ್ಮೆ ವ್ಯಕ್ತಪಡಿಸಿದ್ದಾರೆ. ಕುಟುಂಬಸ್ಥರು ಭಾವುಕರಾಗಿ ಬೀಳ್ಕೊಟ್ಟರು. ದೇಶ ಮೊದಲು ಎಂಬ ಮನೋಭಾವದಿಂದ ಯೋಧ ಹೊರಟಿದ್ದು ಎಲ್ಲರ ಮೆಚ್ಚುಗೆಗೆ ಪಾತ್ರವಾಗಿದೆ.	[454, 558, 586, 591]
minister-portrait	[4, 446, 104, 586]
timeline-body-9: ಭಾರತದ ಡಿಜಿಎಂಒ ಅವರು ಪಾಕಿಸ್ತಾನದ ಕದನ ವಿರಾಮ ಉಲ್ಲಂಘನೆಯ ಕುರಿತು ಮಾಹಿತಿ ಬಿಚ್ಚಿಟ್ಟಿದ್ದಾರೆ. ಭಾರತೀಯ ಸೇನೆ ಸಂಪೂರ್ಣ ಸಜ್ಜಾಗಿದ್ದು ಯಾವುದೇ ಪರಿಸ್ಥಿತಿ ಎದುರಿಸಲು ಸಿದ್ಧವಾಗಿದೆ ಎಂದು ಹೇಳಿದರು. ಗಡಿ ಭಾಗದಲ್ಲಿ ಕಟ್ಟೆಚ್ಚರ ವಹಿಸಲಾಗಿದೆ. ಜಮ್ಮು ಮತ್ತು ಕಾಶ್ಮೀರದ ಹಲವು ಭಾಗಗಳಲ್ಲಿ ಶೆಲ್ ದಾಳಿ ನಡೆದಿದೆ. ಪ್ರಧಾನಿ ಮೋದಿ ಅವರು ಉನ್ನತ ಮಟ್ಟದ ಸಭೆ ನಡೆಸಿ ಸ್ಪಷ್ಟ ಸಂದೇಶ ರವಾನಿಸಿದ್ದಾರೆ. ವಿದೇಶಾಂಗ ಕಾರ್ಯದರ್ಶಿ ವಿರುದ್ಧ ಸಾಮಾಜಿಕ ಜಾಲತಾಣದಲ್ಲಿ ಟ್ರೋಲ್ ಮಾಡಲಾಗಿದೆ. ಅಪಘಾತದಲ್ಲಿ 13 ಮಂದಿ ಮೃತಪಟ್ಟಿದ್ದಾರೆ. ಮತ್ತೊಂದು ಘಟನೆಯಲ್ಲಿ ಮೂವರು ಸಾವನ್ನಪ್ಪಿದ್ದಾರೆ. ಹಿರಿಯ ಮುಖಂಡರೊಬ್ಬರು ನಿಧನರಾಗಿದ್ದಾರೆ. ಪ್ರವಾಸಿಗರು ಸುರಕ್ಷಿತವಾಗಿ ವಾಪಸ್ ಆಗಿದ್ದಾರೆ.	[460, 768, 670, 827]
